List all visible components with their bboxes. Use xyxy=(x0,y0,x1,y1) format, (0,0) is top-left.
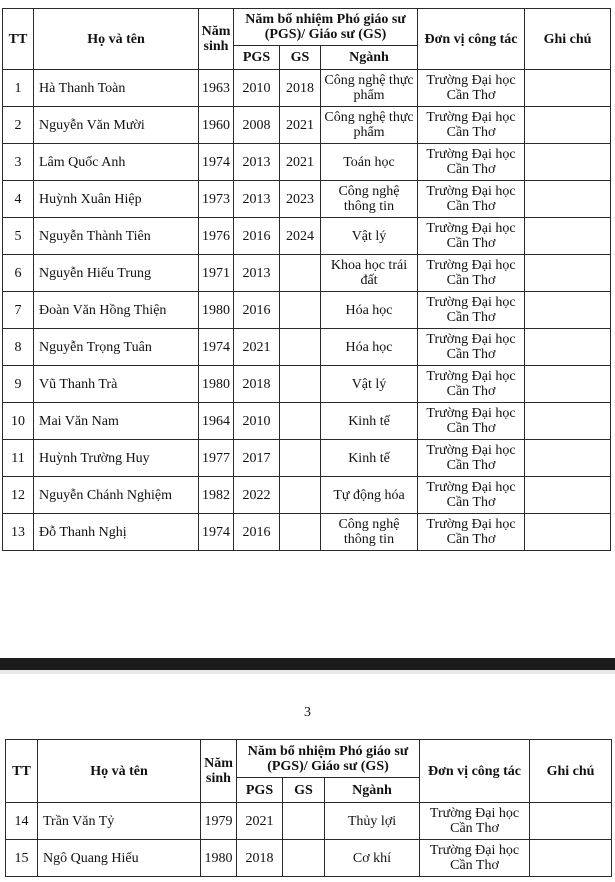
cell-note xyxy=(525,366,611,403)
header-gs: GS xyxy=(280,46,321,70)
header-pgs: PGS xyxy=(237,778,283,803)
cell-gs: 2021 xyxy=(280,144,321,181)
table-row xyxy=(3,70,611,107)
cell-tt: 6 xyxy=(3,255,34,292)
cell-name: Lâm Quốc Anh xyxy=(34,144,199,181)
cell-field: Vật lý xyxy=(321,366,418,403)
cell-name: Vũ Thanh Trà xyxy=(34,366,199,403)
cell-field: Công nghệ thông tin xyxy=(321,514,418,551)
cell-gs xyxy=(280,329,321,366)
cell-unit: Trường Đại học Cần Thơ xyxy=(418,107,525,144)
cell-unit: Trường Đại học Cần Thơ xyxy=(418,255,525,292)
table-row xyxy=(3,181,611,218)
cell-tt: 4 xyxy=(3,181,34,218)
cell-tt: 14 xyxy=(6,803,38,840)
table-row xyxy=(3,292,611,329)
cell-field: Hóa học xyxy=(321,329,418,366)
cell-field: Vật lý xyxy=(321,218,418,255)
cell-birth: 1980 xyxy=(201,840,237,877)
cell-pgs: 2016 xyxy=(234,218,280,255)
cell-pgs: 2013 xyxy=(234,255,280,292)
cell-unit: Trường Đại học Cần Thơ xyxy=(418,144,525,181)
cell-gs xyxy=(280,477,321,514)
cell-gs xyxy=(280,514,321,551)
cell-field: Khoa học trái đất xyxy=(321,255,418,292)
cell-note xyxy=(525,514,611,551)
cell-tt: 7 xyxy=(3,292,34,329)
cell-tt: 5 xyxy=(3,218,34,255)
cell-birth: 1977 xyxy=(199,440,234,477)
cell-gs xyxy=(283,803,325,840)
header-appointment: Năm bổ nhiệm Phó giáo sư (PGS)/ Giáo sư (GS) xyxy=(234,9,418,46)
table-row xyxy=(6,803,612,840)
cell-note xyxy=(525,70,611,107)
cell-birth: 1980 xyxy=(199,292,234,329)
cell-name: Huỳnh Xuân Hiệp xyxy=(34,181,199,218)
table-row xyxy=(3,514,611,551)
header-pgs: PGS xyxy=(234,46,280,70)
cell-note xyxy=(530,803,612,840)
header-note: Ghi chú xyxy=(530,740,612,803)
cell-field: Hóa học xyxy=(321,292,418,329)
cell-birth: 1960 xyxy=(199,107,234,144)
cell-unit: Trường Đại học Cần Thơ xyxy=(418,329,525,366)
appointment-table-page-2 xyxy=(5,739,612,877)
cell-pgs: 2021 xyxy=(234,329,280,366)
cell-tt: 8 xyxy=(3,329,34,366)
cell-name: Huỳnh Trường Huy xyxy=(34,440,199,477)
cell-unit: Trường Đại học Cần Thơ xyxy=(418,514,525,551)
cell-unit: Trường Đại học Cần Thơ xyxy=(420,840,530,877)
cell-birth: 1964 xyxy=(199,403,234,440)
cell-name: Nguyễn Trọng Tuân xyxy=(34,329,199,366)
header-unit: Đơn vị công tác xyxy=(418,9,525,70)
cell-field: Công nghệ thông tin xyxy=(321,181,418,218)
cell-name: Trần Văn Tỷ xyxy=(38,803,201,840)
cell-name: Đỗ Thanh Nghị xyxy=(34,514,199,551)
cell-gs: 2021 xyxy=(280,107,321,144)
header-name: Họ và tên xyxy=(34,9,199,70)
cell-tt: 13 xyxy=(3,514,34,551)
table-body-page-2 xyxy=(6,803,612,877)
cell-unit: Trường Đại học Cần Thơ xyxy=(418,477,525,514)
cell-pgs: 2010 xyxy=(234,403,280,440)
cell-name: Nguyễn Thành Tiên xyxy=(34,218,199,255)
cell-note xyxy=(525,144,611,181)
header-unit: Đơn vị công tác xyxy=(420,740,530,803)
header-gs: GS xyxy=(283,778,325,803)
cell-gs xyxy=(280,292,321,329)
header-birth: Năm sinh xyxy=(201,740,237,803)
page-number: 3 xyxy=(304,705,311,720)
cell-name: Nguyễn Chánh Nghiệm xyxy=(34,477,199,514)
header-name: Họ và tên xyxy=(38,740,201,803)
table-body-page-1 xyxy=(3,70,611,551)
header-birth: Năm sinh xyxy=(199,9,234,70)
cell-tt: 12 xyxy=(3,477,34,514)
cell-birth: 1974 xyxy=(199,514,234,551)
cell-unit: Trường Đại học Cần Thơ xyxy=(418,440,525,477)
cell-field: Công nghệ thực phẩm xyxy=(321,70,418,107)
cell-unit: Trường Đại học Cần Thơ xyxy=(418,181,525,218)
cell-gs xyxy=(280,403,321,440)
header-field: Ngành xyxy=(325,778,420,803)
cell-name: Hà Thanh Toàn xyxy=(34,70,199,107)
cell-note xyxy=(525,477,611,514)
cell-field: Tự động hóa xyxy=(321,477,418,514)
cell-pgs: 2016 xyxy=(234,292,280,329)
table-row xyxy=(3,144,611,181)
header-tt: TT xyxy=(3,9,34,70)
cell-field: Kinh tế xyxy=(321,403,418,440)
header-tt: TT xyxy=(6,740,38,803)
cell-field: Công nghệ thực phẩm xyxy=(321,107,418,144)
cell-note xyxy=(530,840,612,877)
cell-gs xyxy=(283,840,325,877)
cell-tt: 11 xyxy=(3,440,34,477)
cell-note xyxy=(525,107,611,144)
page-break-shadow xyxy=(0,670,615,674)
cell-pgs: 2013 xyxy=(234,144,280,181)
table-row xyxy=(3,255,611,292)
cell-pgs: 2010 xyxy=(234,70,280,107)
cell-gs: 2018 xyxy=(280,70,321,107)
cell-field: Kinh tế xyxy=(321,440,418,477)
cell-name: Nguyễn Văn Mười xyxy=(34,107,199,144)
table-row xyxy=(3,477,611,514)
cell-gs: 2024 xyxy=(280,218,321,255)
cell-birth: 1971 xyxy=(199,255,234,292)
table-row xyxy=(3,329,611,366)
cell-pgs: 2021 xyxy=(237,803,283,840)
table-row xyxy=(6,840,612,877)
header-note: Ghi chú xyxy=(525,9,611,70)
cell-field: Thủy lợi xyxy=(325,803,420,840)
cell-unit: Trường Đại học Cần Thơ xyxy=(418,70,525,107)
cell-birth: 1963 xyxy=(199,70,234,107)
cell-birth: 1974 xyxy=(199,329,234,366)
cell-name: Ngô Quang Hiếu xyxy=(38,840,201,877)
cell-tt: 10 xyxy=(3,403,34,440)
cell-pgs: 2022 xyxy=(234,477,280,514)
cell-birth: 1973 xyxy=(199,181,234,218)
cell-pgs: 2008 xyxy=(234,107,280,144)
cell-note xyxy=(525,403,611,440)
header-field: Ngành xyxy=(321,46,418,70)
cell-pgs: 2018 xyxy=(237,840,283,877)
cell-note xyxy=(525,329,611,366)
cell-birth: 1976 xyxy=(199,218,234,255)
cell-pgs: 2016 xyxy=(234,514,280,551)
cell-unit: Trường Đại học Cần Thơ xyxy=(418,403,525,440)
table-row xyxy=(3,218,611,255)
cell-field: Cơ khí xyxy=(325,840,420,877)
table-row xyxy=(3,403,611,440)
cell-name: Mai Văn Nam xyxy=(34,403,199,440)
cell-unit: Trường Đại học Cần Thơ xyxy=(418,366,525,403)
cell-birth: 1980 xyxy=(199,366,234,403)
cell-pgs: 2018 xyxy=(234,366,280,403)
cell-tt: 3 xyxy=(3,144,34,181)
cell-note xyxy=(525,440,611,477)
table-row xyxy=(3,440,611,477)
cell-note xyxy=(525,181,611,218)
cell-gs: 2023 xyxy=(280,181,321,218)
cell-note xyxy=(525,218,611,255)
cell-gs xyxy=(280,366,321,403)
cell-field: Toán học xyxy=(321,144,418,181)
cell-unit: Trường Đại học Cần Thơ xyxy=(418,292,525,329)
cell-note xyxy=(525,255,611,292)
cell-name: Đoàn Văn Hồng Thiện xyxy=(34,292,199,329)
cell-note xyxy=(525,292,611,329)
cell-birth: 1974 xyxy=(199,144,234,181)
cell-pgs: 2013 xyxy=(234,181,280,218)
cell-name: Nguyễn Hiếu Trung xyxy=(34,255,199,292)
cell-birth: 1982 xyxy=(199,477,234,514)
cell-tt: 2 xyxy=(3,107,34,144)
header-appointment: Năm bổ nhiệm Phó giáo sư (PGS)/ Giáo sư (GS) xyxy=(237,740,420,778)
cell-birth: 1979 xyxy=(201,803,237,840)
appointment-table-page-1 xyxy=(2,8,611,551)
cell-unit: Trường Đại học Cần Thơ xyxy=(420,803,530,840)
page-break-bar xyxy=(0,658,615,670)
table-row xyxy=(3,107,611,144)
cell-tt: 9 xyxy=(3,366,34,403)
cell-tt: 15 xyxy=(6,840,38,877)
cell-gs xyxy=(280,440,321,477)
cell-unit: Trường Đại học Cần Thơ xyxy=(418,218,525,255)
table-row xyxy=(3,366,611,403)
cell-tt: 1 xyxy=(3,70,34,107)
cell-pgs: 2017 xyxy=(234,440,280,477)
cell-gs xyxy=(280,255,321,292)
